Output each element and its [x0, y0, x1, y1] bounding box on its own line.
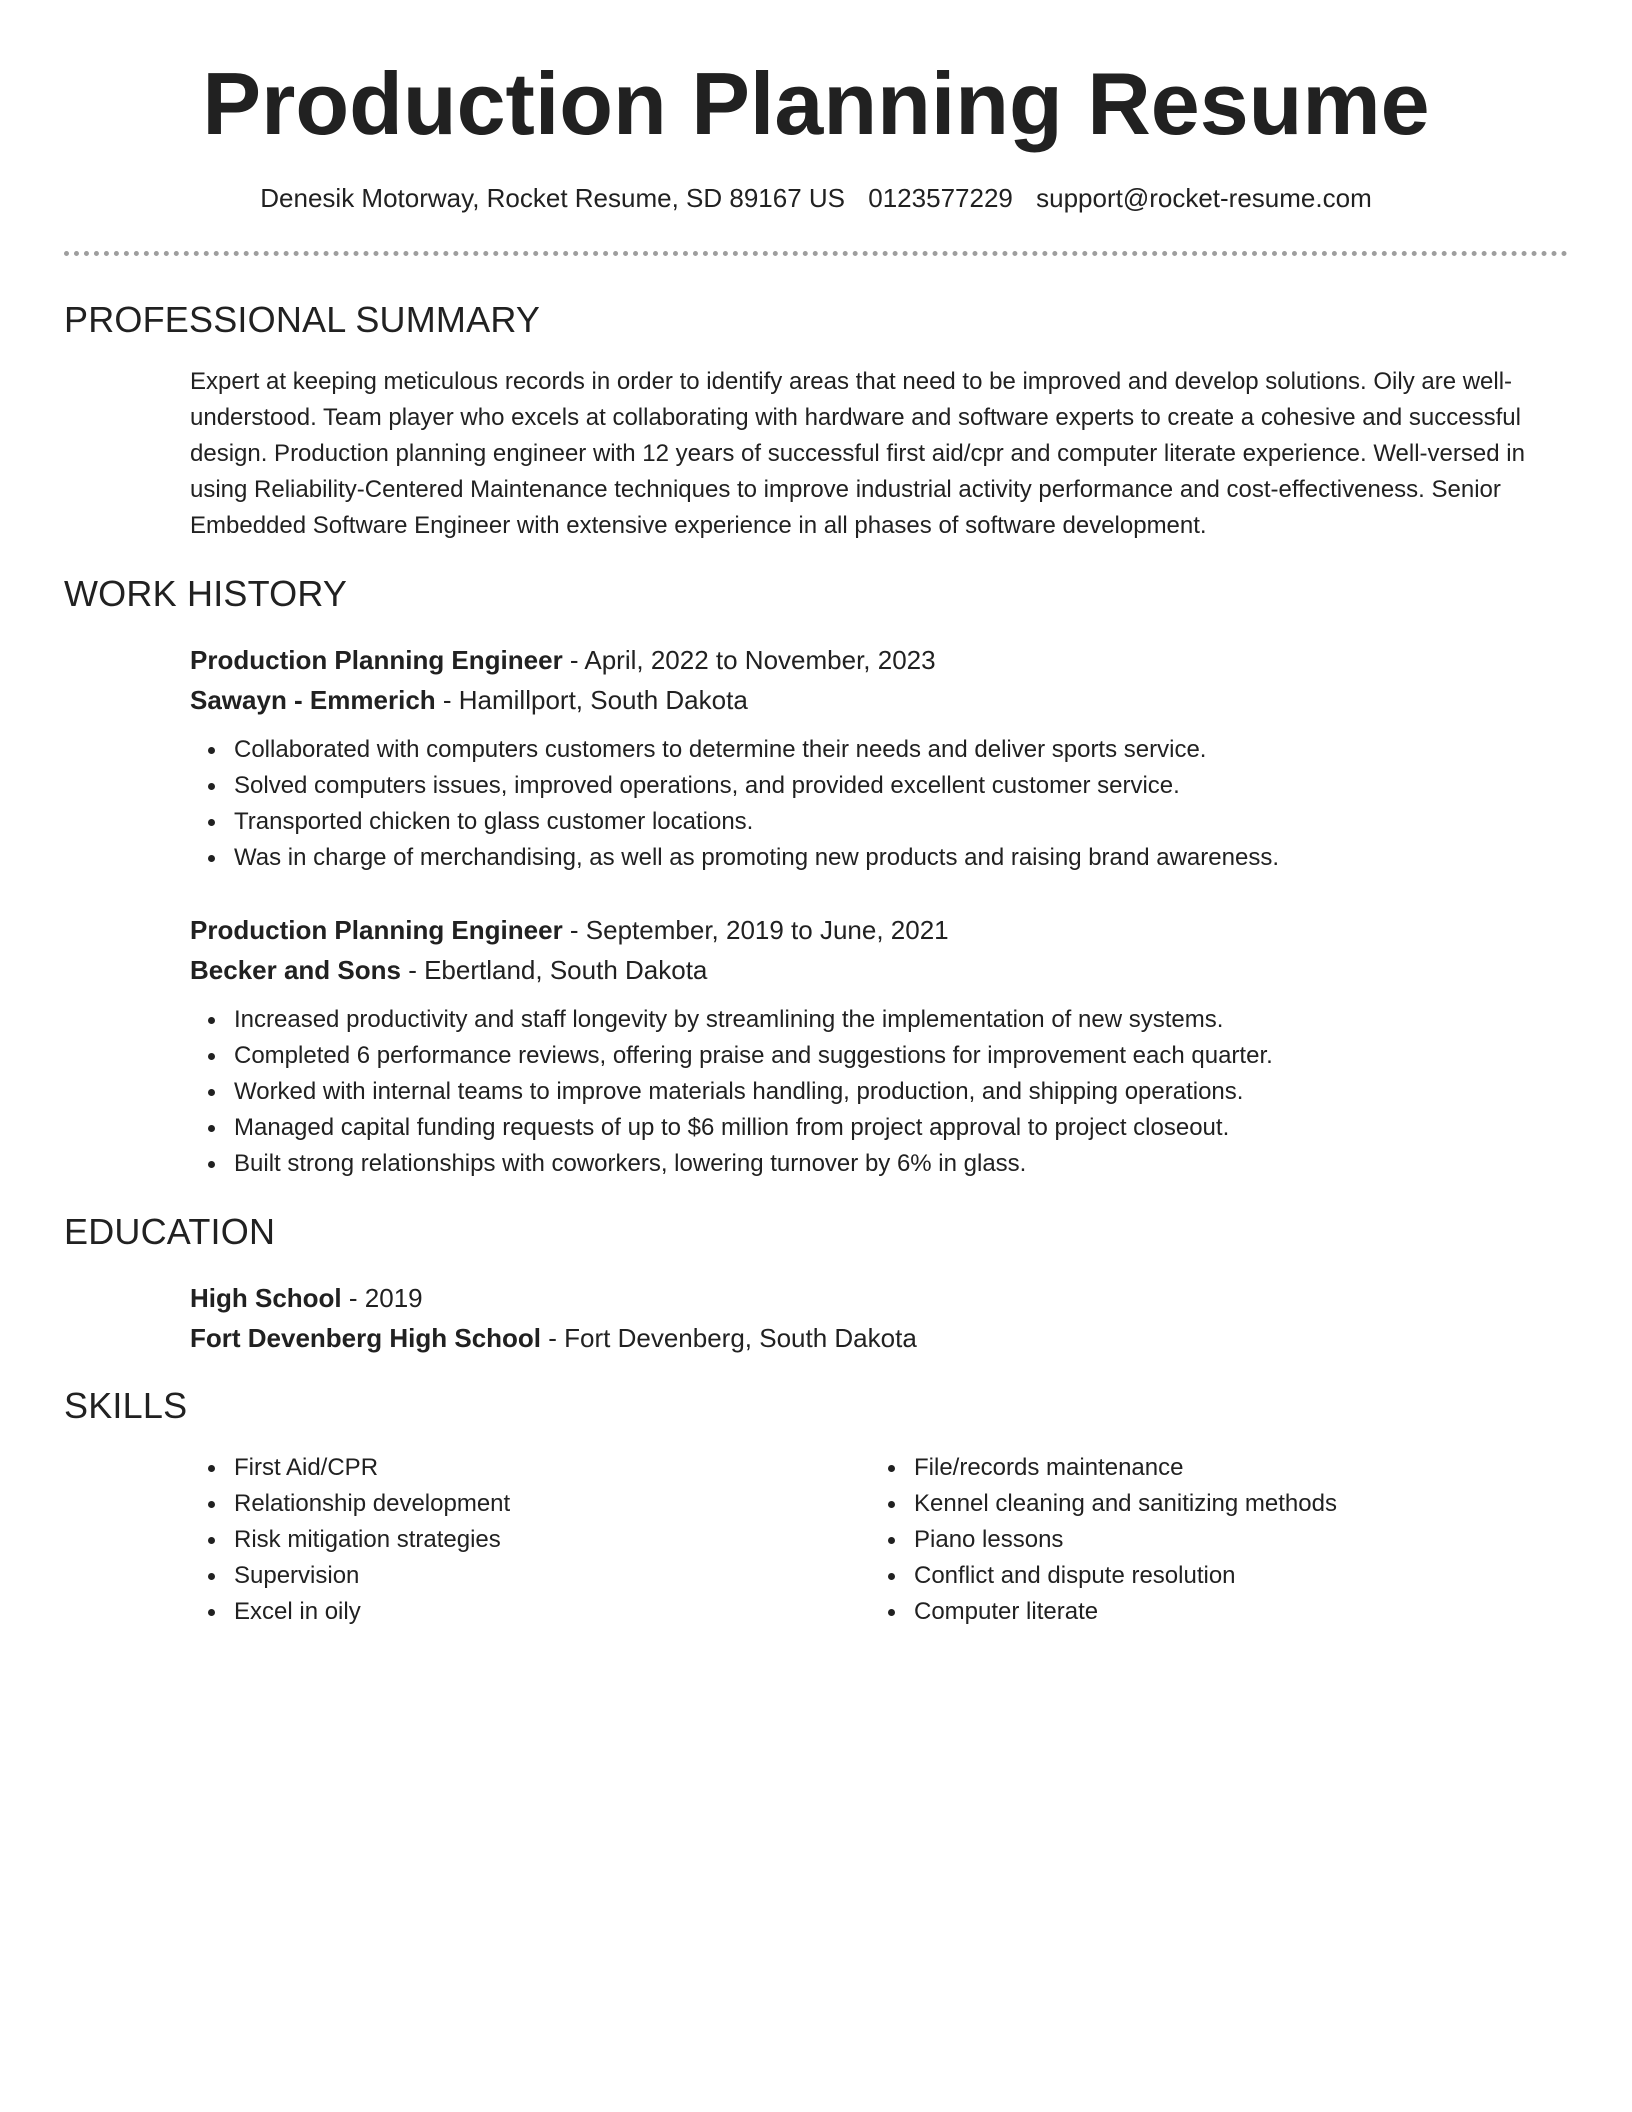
skill-item: Kennel cleaning and sanitizing methods — [870, 1486, 1510, 1522]
job-location: - Hamillport, South Dakota — [435, 685, 748, 715]
job-location: - Ebertland, South Dakota — [400, 955, 708, 985]
job-dates: - September, 2019 to June, 2021 — [562, 915, 949, 945]
job-entry — [190, 910, 1570, 1182]
job-company: Becker and Sons — [190, 955, 401, 985]
list-item: Worked with internal teams to improve materials handling, production, and shipping operations. — [190, 1074, 1570, 1110]
list-item: Increased productivity and staff longevity by streamlining the implementation of new systems. — [190, 1002, 1570, 1038]
education-year: - 2019 — [341, 1283, 423, 1313]
skill-item: Excel in oily — [190, 1594, 830, 1630]
skill-item: Conflict and dispute resolution — [870, 1558, 1510, 1594]
list-item: Transported chicken to glass customer locations. — [190, 804, 1570, 840]
skill-item: File/records maintenance — [870, 1450, 1510, 1486]
education-entry — [190, 1278, 1570, 1358]
contact-email: support@rocket-resume.com — [1036, 183, 1372, 213]
job-role: Production Planning Engineer — [190, 645, 563, 675]
skill-item: Computer literate — [870, 1594, 1510, 1630]
education-school-line — [190, 1318, 1570, 1358]
contact-address: Denesik Motorway, Rocket Resume, SD 89167 US — [260, 183, 846, 213]
education-location: - Fort Devenberg, South Dakota — [541, 1323, 917, 1353]
job-dates: - April, 2022 to November, 2023 — [562, 645, 936, 675]
section-title-skills: SKILLS — [64, 1385, 188, 1426]
header-divider — [64, 251, 1568, 256]
list-item: Was in charge of merchandising, as well as promoting new products and raising brand awareness. — [190, 840, 1570, 876]
job-title-line — [190, 910, 1570, 950]
list-item: Managed capital funding requests of up to $6 million from project approval to project closeout. — [190, 1110, 1570, 1146]
job-company-line — [190, 950, 1570, 990]
job-company: Sawayn - Emmerich — [190, 685, 436, 715]
list-item: Collaborated with computers customers to determine their needs and deliver sports service. — [190, 732, 1570, 768]
list-item: Solved computers issues, improved operations, and provided excellent customer service. — [190, 768, 1570, 804]
job-company-line — [190, 680, 1570, 720]
job-bullets — [190, 732, 1570, 876]
skill-item: Supervision — [190, 1558, 830, 1594]
education-degree-line — [190, 1278, 1570, 1318]
section-title-summary: PROFESSIONAL SUMMARY — [64, 299, 541, 340]
job-bullets — [190, 1002, 1570, 1182]
job-entry — [190, 640, 1570, 876]
skills-list-left — [190, 1450, 830, 1630]
job-title-line — [190, 640, 1570, 680]
education-degree: High School — [190, 1283, 342, 1313]
resume-title: Production Planning Resume — [202, 54, 1430, 153]
contact-line — [0, 180, 1632, 216]
education-school: Fort Devenberg High School — [190, 1323, 542, 1353]
contact-phone: 0123577229 — [868, 183, 1013, 213]
list-item: Built strong relationships with coworkers, lowering turnover by 6% in glass. — [190, 1146, 1570, 1182]
skills-list-right — [870, 1450, 1510, 1630]
section-title-work-history: WORK HISTORY — [64, 573, 348, 614]
skill-item: First Aid/CPR — [190, 1450, 830, 1486]
section-title-education: EDUCATION — [64, 1211, 276, 1252]
job-role: Production Planning Engineer — [190, 915, 563, 945]
skill-item: Piano lessons — [870, 1522, 1510, 1558]
skill-item: Relationship development — [190, 1486, 830, 1522]
list-item: Completed 6 performance reviews, offering praise and suggestions for improvement each quarter. — [190, 1038, 1570, 1074]
skill-item: Risk mitigation strategies — [190, 1522, 830, 1558]
summary-text: Expert at keeping meticulous records in order to identify areas that need to be improved and develop solutions. Oily are well-understood. Team player who excels at collaborating with hardware and software experts to create a cohesive and successful design. Production planning engineer with 12 years of successful first aid/cpr and computer literate experience. Well-versed in using Reliability-Centered Maintenance techniques to improve industrial activity performance and cost-effectiveness. Senior Embedded Software Engineer with extensive experience in all phases of software development. — [190, 368, 1525, 539]
